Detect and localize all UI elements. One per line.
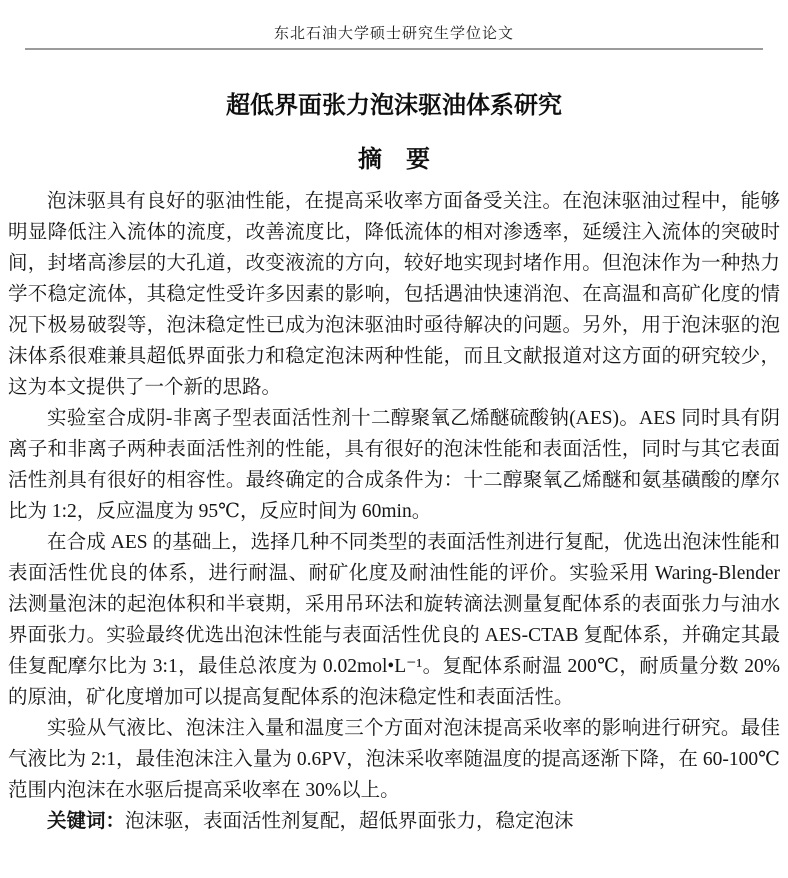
abstract-body: [8, 186, 780, 837]
running-header-text: 东北石油大学硕士研究生学位论文: [273, 26, 514, 42]
abstract-paragraph: 实验从气液比、泡沫注入量和温度三个方面对泡沫提高采收率的影响进行研究。最佳气液比为 2:1，最佳泡沫注入量为 0.6PV，泡沫采收率随温度的提高逐渐下降，在 60-100℃范围内泡沫在水驱后提高采收率在 30%以上。: [8, 718, 780, 801]
abstract-paragraph: 实验室合成阴-非离子型表面活性剂十二醇聚氧乙烯醚硫酸钠(AES)。AES 同时具有阴离子和非离子两种表面活性剂的性能，具有很好的泡沫性能和表面活性，同时与其它表面活性剂具有很好的相容性。最终确定的合成条件为：十二醇聚氧乙烯醚和氨基磺酸的摩尔比为 1:2，反应温度为 95℃，反应时间为 60min。: [8, 408, 780, 522]
abstract-paragraph: 泡沫驱具有良好的驱油性能，在提高采收率方面备受关注。在泡沫驱油过程中，能够明显降低注入流体的流度，改善流度比，降低流体的相对渗透率，延缓注入流体的突破时间，封堵高渗层的大孔道，改变液流的方向，较好地实现封堵作用。但泡沫作为一种热力学不稳定流体，其稳定性受许多因素的影响，包括遇油快速消泡、在高温和高矿化度的情况下极易破裂等，泡沫稳定性已成为泡沫驱油时亟待解决的问题。另外，用于泡沫驱的泡沫体系很难兼具超低界面张力和稳定泡沫两种性能，而且文献报道对这方面的研究较少，这为本文提供了一个新的思路。: [8, 191, 780, 398]
header-rule: [25, 48, 763, 50]
abstract-heading: 摘 要: [358, 145, 430, 173]
thesis-title: 超低界面张力泡沫驱油体系研究: [226, 91, 562, 119]
keywords-label: 关键词：: [47, 811, 126, 832]
keywords-text: 泡沫驱，表面活性剂复配，超低界面张力，稳定泡沫: [125, 811, 574, 832]
page-header: [0, 0, 788, 50]
keywords-line: [8, 806, 780, 837]
abstract-paragraph: 在合成 AES 的基础上，选择几种不同类型的表面活性剂进行复配，优选出泡沫性能和表面活性优良的体系，进行耐温、耐矿化度及耐油性能的评价。实验采用 Waring-Blender 法测量泡沫的起泡体积和半衰期，采用吊环法和旋转滴法测量复配体系的表面张力与油水界面张力。实验最终优选出泡沫性能与表面活性优良的 AES-CTAB 复配体系，并确定其最佳复配摩尔比为 3:1，最佳总浓度为 0.02mol•L⁻¹。复配体系耐温 200℃，耐质量分数 20%的原油，矿化度增加可以提高复配体系的泡沫稳定性和表面活性。: [8, 532, 780, 708]
